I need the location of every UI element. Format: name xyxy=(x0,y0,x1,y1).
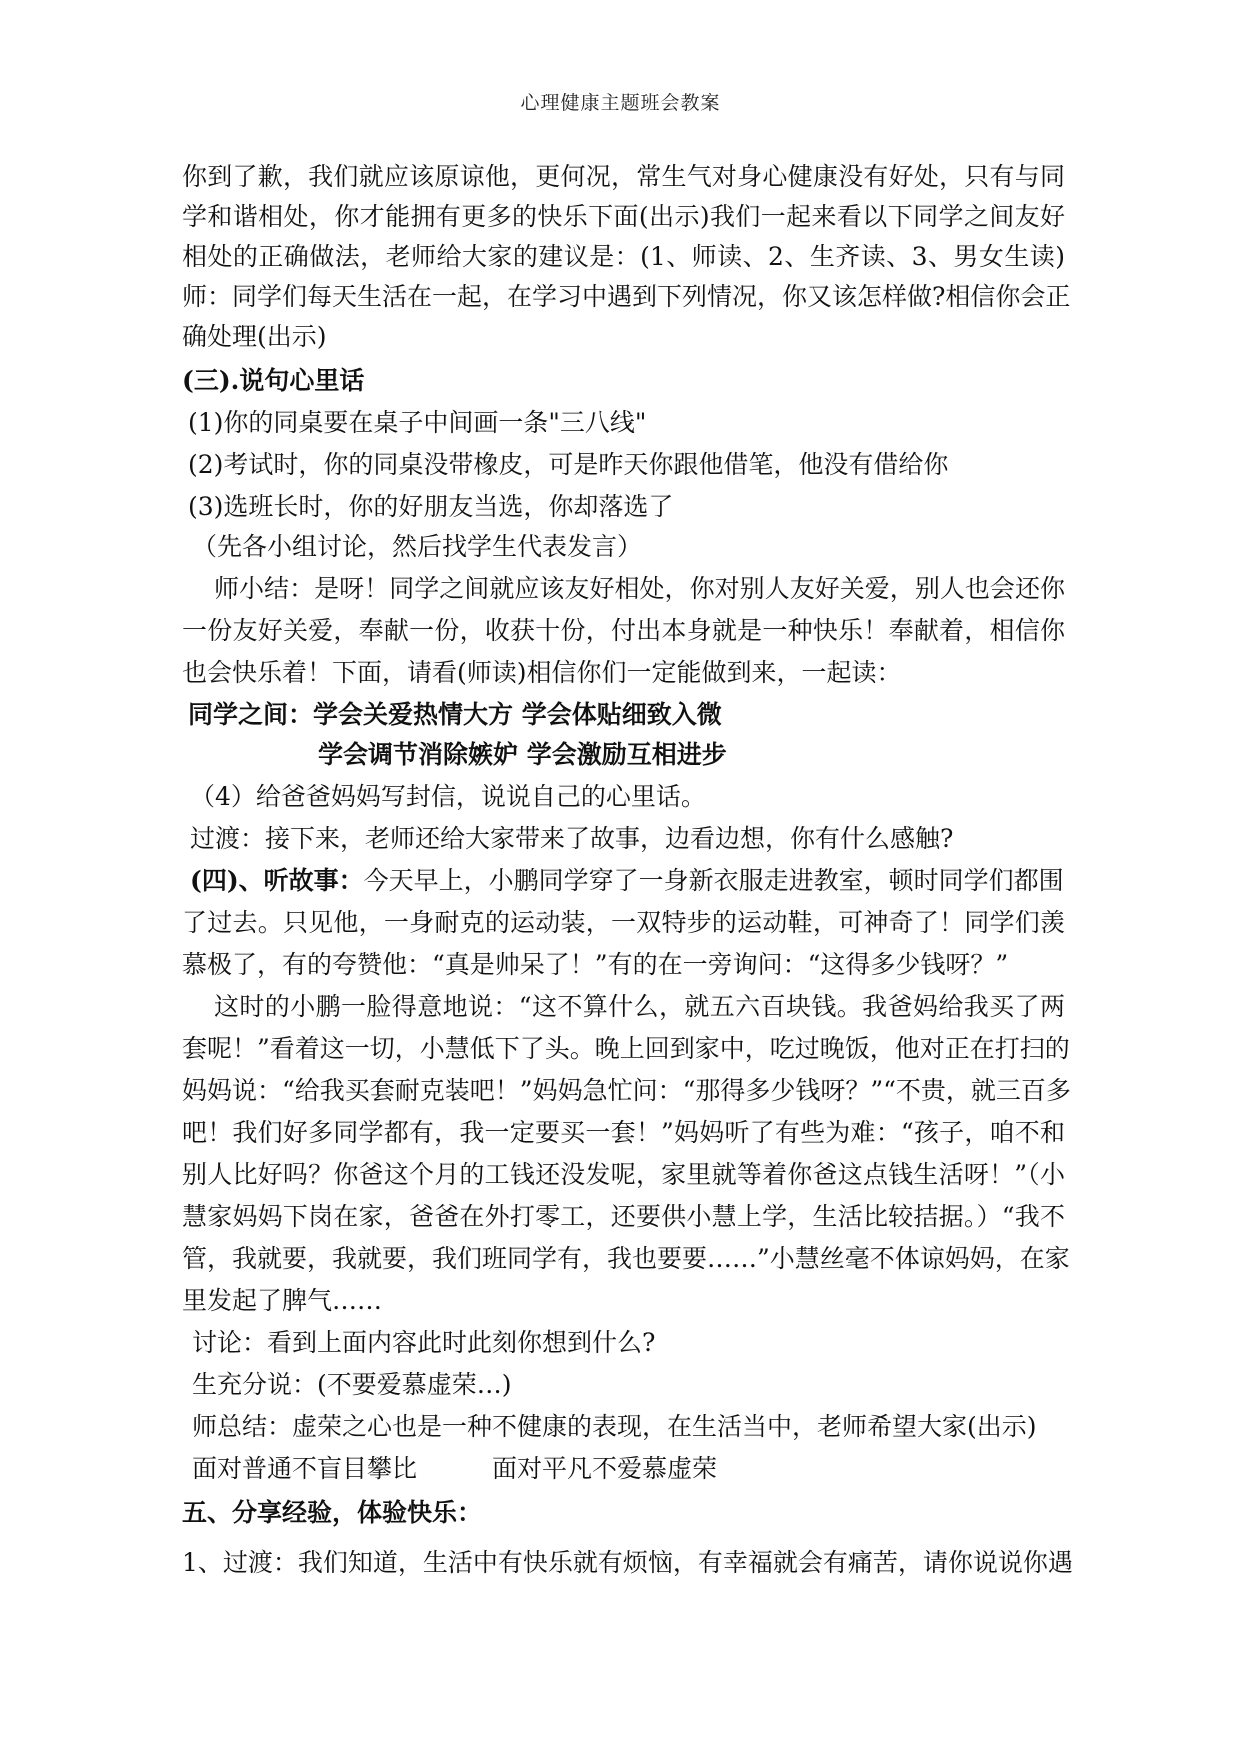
list-item: (2)考试时，你的同桌没带橡皮，可是昨天你跟他借笔，他没有借给你 xyxy=(188,450,949,479)
list-item: （4）给爸爸妈妈写封信，说说自己的心里话。 xyxy=(190,782,706,811)
text-line: 里发起了脾气…… xyxy=(182,1286,383,1315)
text-line: 慕极了，有的夸赞他：“真是帅呆了！”有的在一旁询问：“这得多少钱呀？” xyxy=(182,950,1009,979)
text-line: 别人比好吗？你爸这个月的工钱还没发呢，家里就等着你爸这点钱生活呀！”（小 xyxy=(182,1160,1065,1189)
text-line: 过渡：接下来，老师还给大家带来了故事，边看边想，你有什么感触? xyxy=(190,824,954,853)
text-line: 你到了歉，我们就应该原谅他，更何况，常生气对身心健康没有好处，只有与同 xyxy=(182,162,1065,191)
section-heading: (四)、听故事： xyxy=(190,866,364,895)
page-header: 心理健康主题班会教案 xyxy=(520,92,721,114)
text-line: 一份友好关爱，奉献一份，收获十份，付出本身就是一种快乐！奉献着，相信你 xyxy=(182,616,1065,645)
list-item: (1)你的同桌要在桌子中间画一条"三八线" xyxy=(188,408,647,437)
text-line: 师小结：是呀！同学之间就应该友好相处，你对别人友好关爱，别人也会还你 xyxy=(214,574,1065,603)
bold-motto-line: 学会调节消除嫉妒 学会激励互相进步 xyxy=(318,740,727,769)
motto-item: 面对平凡不爱慕虚荣 xyxy=(492,1454,718,1483)
text-span: 今天早上，小鹏同学穿了一身新衣服走进教室，顿时同学们都围 xyxy=(363,866,1064,895)
text-line: 套呢！”看着这一切，小慧低下了头。晚上回到家中，吃过晚饭，他对正在打扫的 xyxy=(182,1034,1070,1063)
list-item: (3)选班长时，你的好朋友当选，你却落选了 xyxy=(188,492,674,521)
text-line: 确处理(出示) xyxy=(182,322,327,351)
text-line: 这时的小鹏一脸得意地说：“这不算什么，就五六百块钱。我爸妈给我买了两 xyxy=(214,992,1065,1021)
section-heading: 五、分享经验，体验快乐： xyxy=(182,1498,483,1527)
section-heading: (三).说句心里话 xyxy=(182,366,365,395)
text-line: 1、过渡：我们知道，生活中有快乐就有烦恼，有幸福就会有痛苦，请你说说你遇 xyxy=(182,1548,1073,1577)
text-line: 生充分说：(不要爱慕虚荣…) xyxy=(192,1370,512,1399)
text-line: 管，我就要，我就要，我们班同学有，我也要要……”小慧丝毫不体谅妈妈，在家 xyxy=(182,1244,1070,1273)
motto-item: 面对普通不盲目攀比 xyxy=(192,1454,418,1483)
text-line: 师：同学们每天生活在一起，在学习中遇到下列情况，你又该怎样做?相信你会正 xyxy=(182,282,1071,311)
text-line: 了过去。只见他，一身耐克的运动装，一双特步的运动鞋，可神奇了！同学们羡 xyxy=(182,908,1065,937)
bold-motto-line: 同学之间：学会关爱热情大方 学会体贴细致入微 xyxy=(188,700,722,729)
text-line: 讨论：看到上面内容此时此刻你想到什么? xyxy=(192,1328,656,1357)
text-line: （先各小组讨论，然后找学生代表发言） xyxy=(192,532,643,561)
text-line: 也会快乐着！下面，请看(师读)相信你们一定能做到来，一起读： xyxy=(182,658,902,687)
text-line: 吧！我们好多同学都有，我一定要买一套！”妈妈听了有些为难：“孩子，咱不和 xyxy=(182,1118,1065,1147)
story-first-line xyxy=(190,864,1065,898)
text-line: 慧家妈妈下岗在家，爸爸在外打零工，还要供小慧上学，生活比较拮据。）“我不 xyxy=(182,1202,1065,1231)
text-line: 妈妈说：“给我买套耐克装吧！”妈妈急忙问：“那得多少钱呀？”“不贵，就三百多 xyxy=(182,1076,1071,1105)
text-line: 相处的正确做法，老师给大家的建议是：(1、师读、2、生齐读、3、男女生读) xyxy=(182,242,1065,271)
text-line: 学和谐相处，你才能拥有更多的快乐下面(出示)我们一起来看以下同学之间友好 xyxy=(182,202,1065,231)
text-line: 师总结：虚荣之心也是一种不健康的表现，在生活当中，老师希望大家(出示) xyxy=(192,1412,1037,1441)
